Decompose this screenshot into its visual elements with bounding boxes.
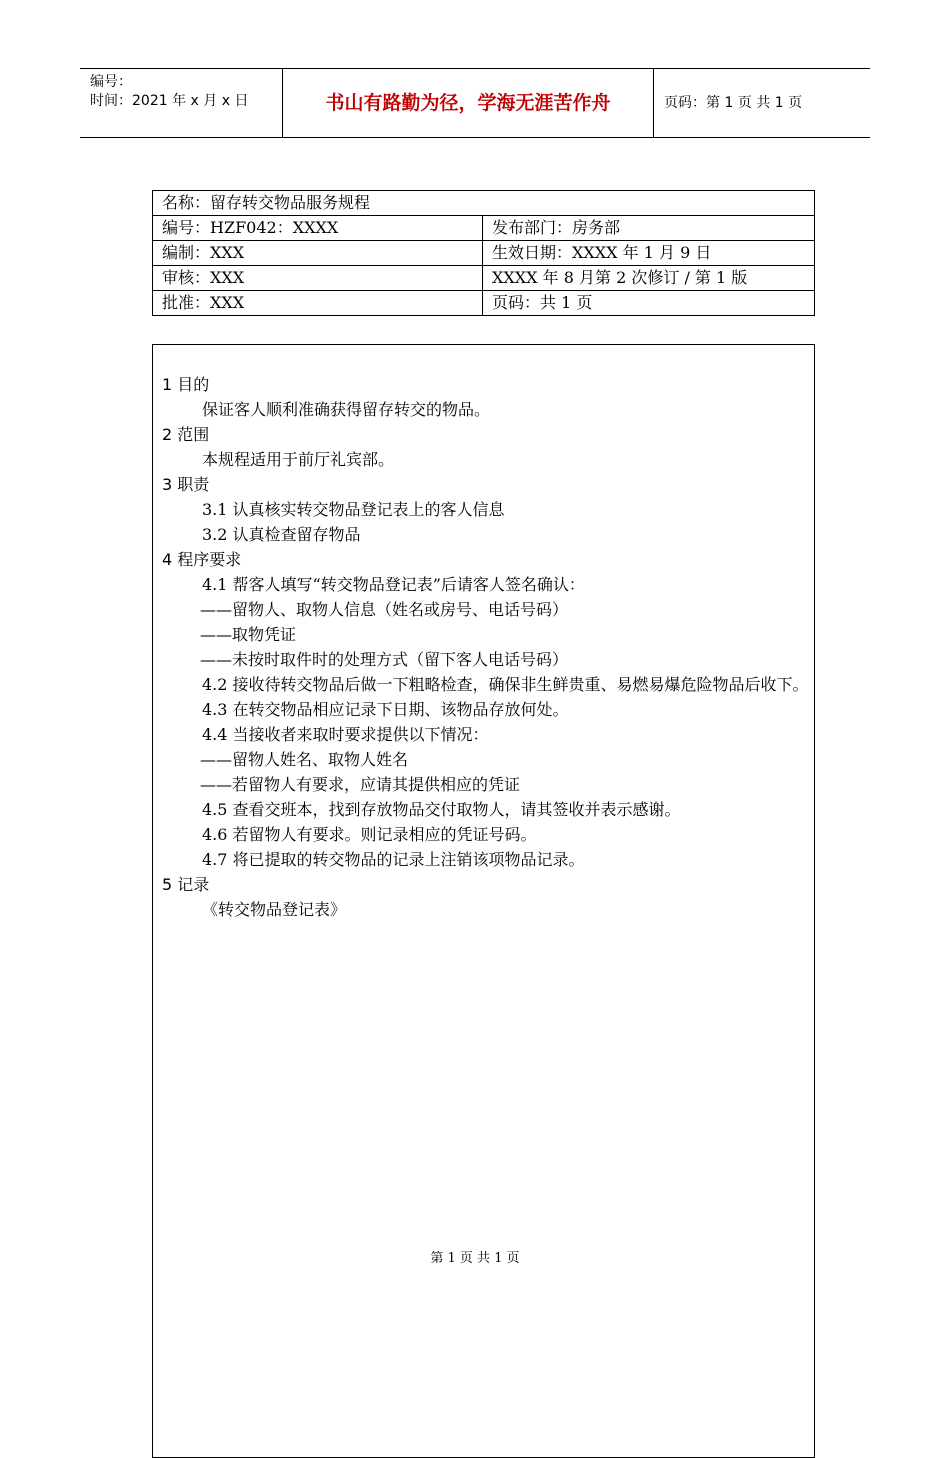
info-effective-date: 生效日期：XXXX 年 1 月 9 日 [483,241,815,266]
info-row [153,191,815,216]
section-title-scope: 2 范围 [162,425,210,444]
header-meta [80,69,282,137]
header-page-info: 页码：第 1 页 共 1 页 [664,95,803,111]
duty-item: 3.1 认真核实转交物品登记表上的客人信息 [202,500,505,519]
info-revision: XXXX 年 8 月第 2 次修订 / 第 1 版 [483,266,815,291]
page-footer: 第 1 页 共 1 页 [430,1251,520,1266]
header-number: 编号： [90,74,132,90]
header-time: 时间：2021 年 x 月 x 日 [90,93,249,109]
info-table [152,190,815,316]
procedure-item: 4.2 接收待转交物品后做一下粗略检查，确保非生鲜贵重、易燃易爆危险物品后收下。 [202,675,809,694]
procedure-subitem: ——未按时取件时的处理方式（留下客人电话号码） [200,650,569,669]
info-department: 发布部门：房务部 [483,216,815,241]
scope-text: 本规程适用于前厅礼宾部。 [202,450,395,469]
procedure-item: 4.1 帮客人填写“转交物品登记表”后请客人签名确认： [202,575,585,594]
info-row [153,266,815,291]
procedure-item: 4.6 若留物人有要求。则记录相应的凭证号码。 [202,825,537,844]
duty-item: 3.2 认真检查留存物品 [202,525,361,544]
info-code: 编号：HZF042：XXXX [153,216,483,241]
procedure-item: 4.7 将已提取的转交物品的记录上注销该项物品记录。 [202,850,585,869]
info-editor: 编制：XXX [153,241,483,266]
info-row [153,291,815,316]
procedure-subitem: ——若留物人有要求，应请其提供相应的凭证 [200,775,521,794]
info-approver: 批准：XXX [153,291,483,316]
procedure-subitem: ——留物人姓名、取物人姓名 [200,750,409,769]
info-row [153,216,815,241]
section-title-duties: 3 职责 [162,475,210,494]
document-header [80,68,870,138]
info-row [153,241,815,266]
procedure-subitem: ——留物人、取物人信息（姓名或房号、电话号码） [200,600,569,619]
info-name: 名称：留存转交物品服务规程 [153,191,815,216]
procedure-item: 4.5 查看交班本，找到存放物品交付取物人，请其签收并表示感谢。 [202,800,681,819]
procedure-item: 4.4 当接收者来取时要求提供以下情况： [202,725,489,744]
procedure-item: 4.3 在转交物品相应记录下日期、该物品存放何处。 [202,700,569,719]
section-title-procedure: 4 程序要求 [162,550,242,569]
section-title-purpose: 1 目的 [162,375,210,394]
content-body [162,372,812,922]
purpose-text: 保证客人顺利准确获得留存转交的物品。 [202,400,491,419]
procedure-subitem: ——取物凭证 [200,625,297,644]
records-text: 《转交物品登记表》 [202,900,347,919]
header-motto: 书山有路勤为径，学海无涯苦作舟 [282,69,654,137]
info-pages: 页码：共 1 页 [483,291,815,316]
info-reviewer: 审核：XXX [153,266,483,291]
section-title-records: 5 记录 [162,875,210,894]
